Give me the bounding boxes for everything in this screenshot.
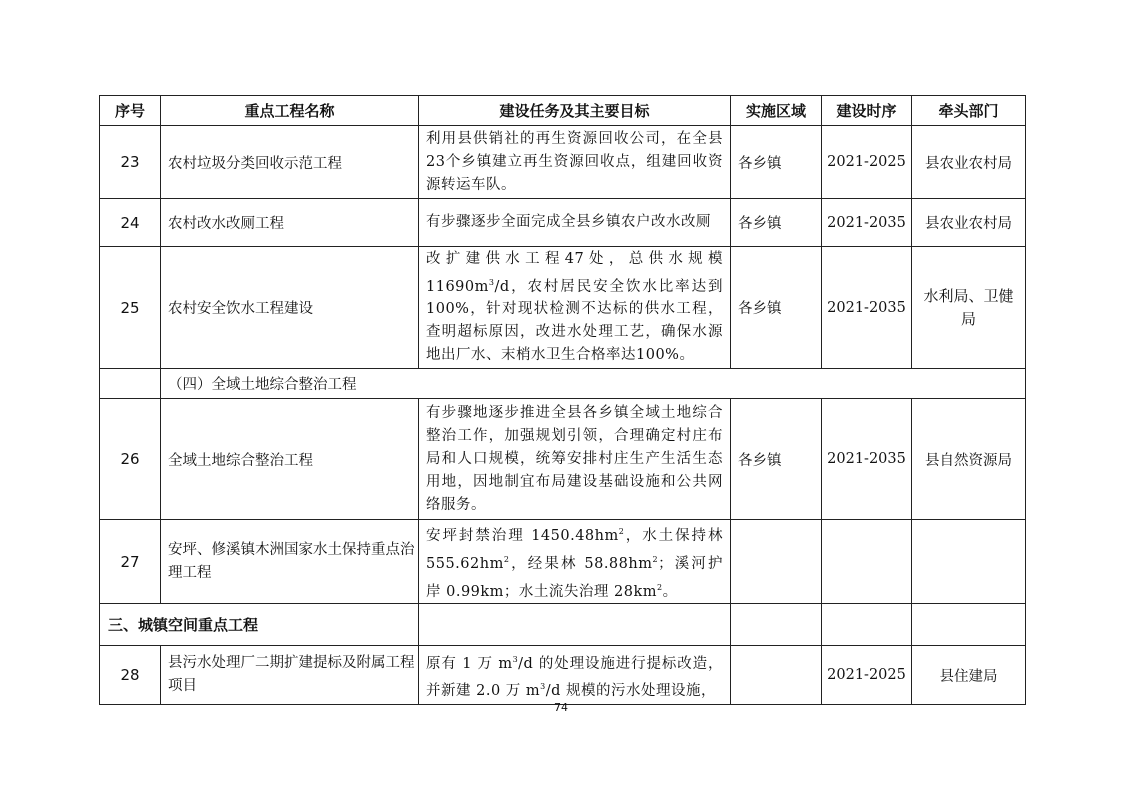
row-project-name: 县污水处理厂二期扩建提标及附属工程项目	[161, 646, 419, 705]
empty-cell	[731, 604, 822, 646]
row-project-name: 农村安全饮水工程建设	[161, 247, 419, 369]
table-row	[100, 126, 1026, 199]
row-area	[731, 520, 822, 604]
row-no: 24	[100, 199, 161, 247]
header-area: 实施区域	[731, 96, 822, 126]
section-row	[100, 369, 1026, 399]
row-area: 各乡镇	[731, 247, 822, 369]
row-project-name: 安坪、修溪镇木洲国家水土保持重点治理工程	[161, 520, 419, 604]
unit-superscript: 3	[488, 277, 495, 287]
row-period: 2021-2025	[822, 126, 912, 199]
header-period: 建设时序	[822, 96, 912, 126]
table-row	[100, 247, 1026, 369]
row-dept: 县住建局	[912, 646, 1026, 705]
task-text-b: /d，农村居民安全饮水比率达到100%，针对现状检测不达标的供水工程，查明超标原因，改进水处理工艺，确保水源地出厂水、末梢水卫生合格率达100%。	[426, 278, 723, 364]
row-task: 利用县供销社的再生资源回收公司，在全县23个乡镇建立再生资源回收点，组建回收资源转运车队。	[419, 126, 731, 199]
row-task: 有步骤地逐步推进全县各乡镇全域土地综合整治工作，加强规划引领，合理确定村庄布局和人口规模，统筹安排村庄生产生活生态用地，因地制宜布局建设基础设施和公共网络服务。	[419, 399, 731, 520]
task-text: /d 的处理设施进行提标改造，并新建 2.0 万 m	[426, 655, 723, 700]
section-title: （四）全域土地综合整治工程	[161, 369, 1026, 399]
task-text: 原有 1 万 m	[426, 655, 513, 672]
task-text-a: 改扩建供水工程47处，总供水规模11690m	[426, 250, 723, 295]
task-text: 安坪封禁治理 1450.48hm	[426, 527, 619, 544]
row-area: 各乡镇	[731, 126, 822, 199]
row-no: 27	[100, 520, 161, 604]
header-project-name: 重点工程名称	[161, 96, 419, 126]
major-section-title: 三、城镇空间重点工程	[100, 604, 419, 646]
unit-superscript: 2	[618, 527, 625, 536]
header-no: 序号	[100, 96, 161, 126]
row-period: 2021-2035	[822, 247, 912, 369]
unit-superscript: 3	[540, 682, 546, 692]
row-project-name: 农村改水改厕工程	[161, 199, 419, 247]
header-task: 建设任务及其主要目标	[419, 96, 731, 126]
row-area: 各乡镇	[731, 399, 822, 520]
row-no: 23	[100, 126, 161, 199]
row-dept: 县农业农村局	[912, 199, 1026, 247]
row-no: 28	[100, 646, 161, 705]
unit-superscript: 2	[652, 554, 659, 564]
unit-superscript: 2	[503, 554, 510, 564]
table-row	[100, 520, 1026, 604]
empty-cell	[419, 604, 731, 646]
unit-superscript: 2	[657, 582, 663, 592]
major-section-row	[100, 604, 1026, 646]
projects-table	[99, 95, 1026, 705]
row-dept: 县农业农村局	[912, 126, 1026, 199]
table-row	[100, 199, 1026, 247]
header-dept: 牵头部门	[912, 96, 1026, 126]
row-task	[419, 520, 731, 604]
page-number: 74	[554, 701, 568, 714]
row-task: 有步骤逐步全面完成全县乡镇农户改水改厕	[419, 199, 731, 247]
empty-cell	[912, 604, 1026, 646]
task-text: 。	[662, 583, 678, 600]
row-dept: 水利局、卫健局	[912, 247, 1026, 369]
section-no-cell	[100, 369, 161, 399]
row-period: 2021-2025	[822, 646, 912, 705]
task-text: ，经果林 58.88hm	[509, 555, 653, 572]
row-period	[822, 520, 912, 604]
table-header-row	[100, 96, 1026, 126]
table-row	[100, 399, 1026, 520]
row-project-name: 农村垃圾分类回收示范工程	[161, 126, 419, 199]
row-no: 25	[100, 247, 161, 369]
empty-cell	[822, 604, 912, 646]
row-period: 2021-2035	[822, 399, 912, 520]
task-text: ，水土保持林 555.62hm	[426, 527, 723, 572]
row-project-name: 全域土地综合整治工程	[161, 399, 419, 520]
unit-superscript: 3	[512, 654, 519, 664]
row-dept	[912, 520, 1026, 604]
row-period: 2021-2035	[822, 199, 912, 247]
row-task	[419, 247, 731, 369]
table-row	[100, 646, 1026, 705]
row-no: 26	[100, 399, 161, 520]
row-task	[419, 646, 731, 705]
row-dept: 县自然资源局	[912, 399, 1026, 520]
row-area	[731, 646, 822, 705]
task-text: ；溪河护岸 0.99km；水土流失治理 28km	[426, 555, 723, 600]
task-text: /d 规模的污水处理设施，	[545, 683, 717, 700]
row-area: 各乡镇	[731, 199, 822, 247]
